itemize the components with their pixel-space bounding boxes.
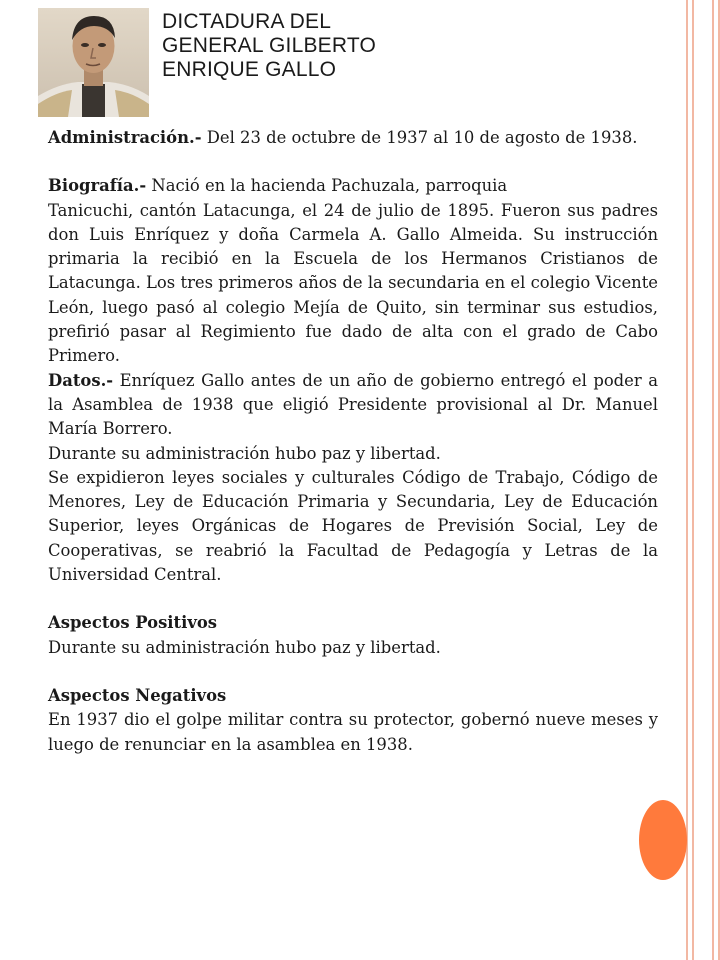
title-line: ENRIQUE GALLO bbox=[162, 58, 337, 81]
content-body bbox=[48, 126, 658, 757]
administracion-paragraph bbox=[48, 126, 658, 150]
page-title bbox=[162, 10, 376, 82]
decorative-border-line bbox=[686, 0, 688, 960]
positivos-text: Durante su administración hubo paz y libertad. bbox=[48, 637, 441, 657]
decorative-border-line bbox=[692, 0, 694, 960]
positivos-heading: Aspectos Positivos bbox=[48, 613, 218, 633]
title-line: DICTADURA DEL bbox=[162, 10, 332, 33]
negativos-heading: Aspectos Negativos bbox=[48, 685, 227, 705]
negativos-text: En 1937 dio el golpe militar contra su protector, gobernó nueve meses y luego de renunciar en la asamblea en 1938. bbox=[48, 710, 658, 754]
biografia-first-line bbox=[48, 174, 658, 198]
biografia-first-text: Nació en la hacienda Pachuzala, parroquia bbox=[146, 176, 508, 196]
administracion-label: Administración.- bbox=[48, 128, 202, 147]
datos-leyes-paragraph: Se expidieron leyes sociales y culturales Código de Trabajo, Código de Menores, Ley de Educación Primaria y Secundaria, Ley de Educación Superior, leyes Orgánicas de Hogares de Previsión Social, Ley de Cooperativas, se reabrió la Facultad de Pedagogía y Letras de la Universidad Central. bbox=[48, 467, 658, 585]
decorative-oval bbox=[639, 800, 687, 880]
datos-label: Datos.- bbox=[48, 370, 114, 390]
biografia-paragraph: Tanicuchi, cantón Latacunga, el 24 de julio de 1895. Fueron sus padres don Luis Enríquez y doña Carmela A. Gallo Almeida. Su instrucción primaria la recibió en la Escuela de los Hermanos Cristianos de Latacunga. Los tres primeros años de la secundaria en el colegio Vicente León, luego pasó al colegio Mejía de Quito, sin terminar sus estudios, prefirió pasar al Regimiento fue dado de alta con el grado de Cabo Primero. bbox=[48, 200, 658, 366]
portrait-photo bbox=[38, 8, 149, 117]
administracion-text: Del 23 de octubre de 1937 al 10 de agosto de 1938. bbox=[201, 128, 638, 147]
biografia-label: Biografía.- bbox=[48, 176, 147, 196]
portrait-image bbox=[38, 8, 149, 117]
datos-paragraph bbox=[48, 369, 658, 442]
datos-text: Enríquez Gallo antes de un año de gobierno entregó el poder a la Asamblea de 1938 que eligió Presidente provisional al Dr. Manuel María Borrero. bbox=[48, 370, 658, 439]
title-line: GENERAL GILBERTO bbox=[162, 34, 377, 57]
decorative-border-line bbox=[712, 0, 714, 960]
datos-paz-line: Durante su administración hubo paz y libertad. bbox=[48, 443, 441, 463]
